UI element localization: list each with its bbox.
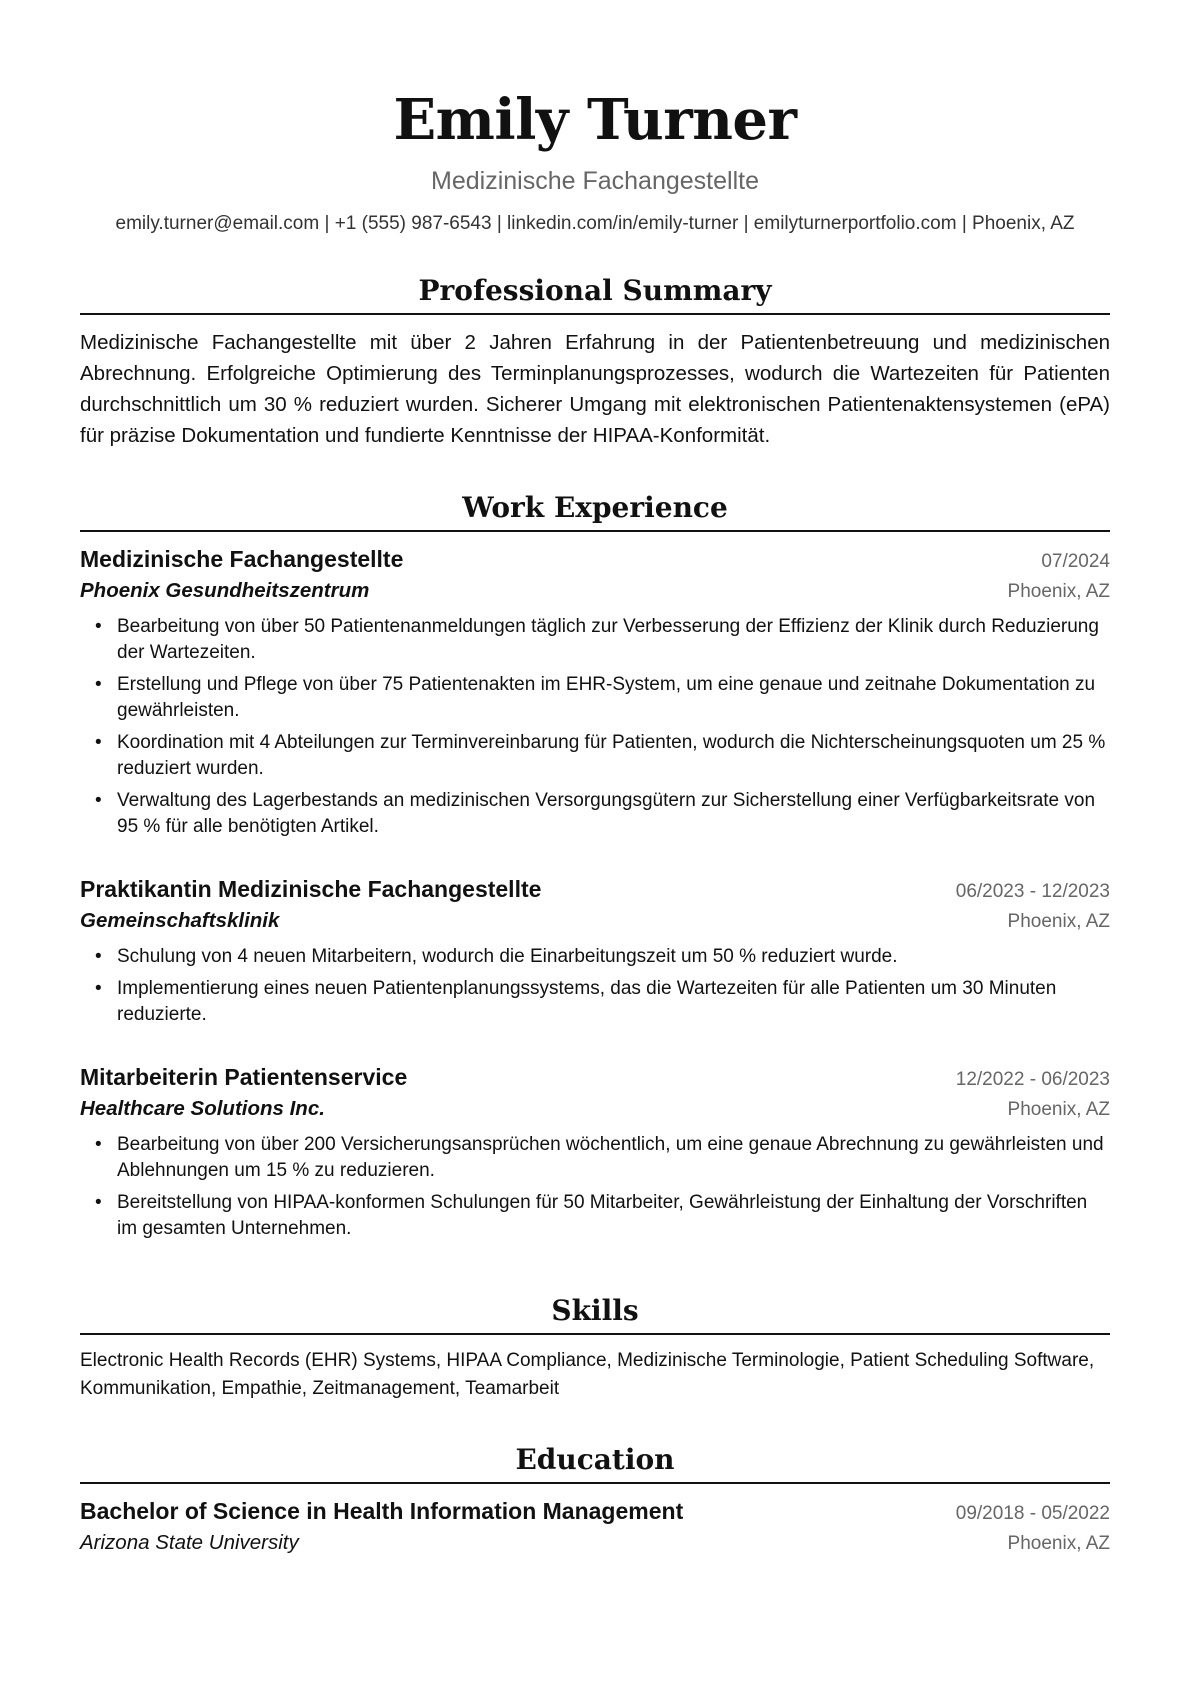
summary-text: Medizinische Fachangestellte mit über 2 Jahren Erfahrung in der Patientenbetreuung und medizinischen Abrechnung. Erfolgreiche Optimierung des Terminplanungsprozesses, wodurch die Wartezeiten für Patienten durchschnittlich um 30 % reduziert wurden. Sicherer Umgang mit elektronischen Patientenaktensystemen (ePA) für präzise Dokumentation und fundierte Kenntnisse der HIPAA-Konformität. bbox=[80, 331, 1110, 447]
job-bullets bbox=[80, 944, 1110, 1028]
job-bullet: • Koordination mit 4 Abteilungen zur Terminvereinbarung für Patienten, wodurch die Nichterscheinungsquoten um 25 % reduziert wurden. bbox=[80, 730, 1110, 782]
job-title: Mitarbeiterin Patientenservice bbox=[80, 1064, 408, 1090]
skills-section bbox=[80, 1294, 1110, 1403]
job-location: Phoenix, AZ bbox=[1007, 1099, 1110, 1120]
education-date: 09/2018 - 05/2022 bbox=[955, 1503, 1110, 1524]
job-bullet: • Schulung von 4 neuen Mitarbeitern, wodurch die Einarbeitungszeit um 50 % reduziert wurde. bbox=[80, 944, 1110, 970]
experience-section bbox=[80, 491, 1110, 1242]
job-date: 06/2023 - 12/2023 bbox=[955, 881, 1110, 902]
skills-divider bbox=[80, 1333, 1110, 1335]
job-bullets bbox=[80, 1132, 1110, 1242]
job-bullets bbox=[80, 614, 1110, 840]
job-company: Gemeinschaftsklinik bbox=[80, 909, 280, 932]
job-entry bbox=[80, 544, 1110, 840]
experience-heading: Work Experience bbox=[462, 491, 728, 524]
job-location: Phoenix, AZ bbox=[1007, 581, 1110, 602]
job-bullet: • Bereitstellung von HIPAA-konformen Schulungen für 50 Mitarbeiter, Gewährleistung der Einhaltung der Vorschriften im gesamten Unternehmen. bbox=[80, 1190, 1110, 1242]
job-date: 07/2024 bbox=[1041, 551, 1110, 572]
job-entry bbox=[80, 1062, 1110, 1242]
summary-heading: Professional Summary bbox=[418, 274, 772, 307]
contact-line: emily.turner@email.com | +1 (555) 987-6543 | linkedin.com/in/emily-turner | emilyturnerportfolio.com | Phoenix, AZ bbox=[115, 213, 1075, 234]
skills-text: Electronic Health Records (EHR) Systems, HIPAA Compliance, Medizinische Terminologie, Patient Scheduling Software, Kommunikation, Empathie, Zeitmanagement, Teamarbeit bbox=[80, 1350, 1095, 1399]
education-school: Arizona State University bbox=[80, 1531, 299, 1554]
candidate-name: Emily Turner bbox=[393, 87, 797, 153]
education-heading: Education bbox=[515, 1443, 675, 1476]
job-bullet: • Verwaltung des Lagerbestands an medizinischen Versorgungsgütern zur Sicherstellung einer Verfügbarkeitsrate von 95 % für alle benötigten Artikel. bbox=[80, 788, 1110, 840]
job-company: Phoenix Gesundheitszentrum bbox=[80, 579, 370, 602]
job-title: Praktikantin Medizinische Fachangestellte bbox=[80, 876, 542, 902]
summary-divider bbox=[80, 313, 1110, 315]
job-bullet: • Bearbeitung von über 50 Patientenanmeldungen täglich zur Verbesserung der Effizienz der Klinik durch Reduzierung der Wartezeiten. bbox=[80, 614, 1110, 666]
education-section bbox=[80, 1443, 1110, 1558]
job-bullet: • Implementierung eines neuen Patientenplanungssystems, das die Wartezeiten für alle Patienten um 30 Minuten reduzierte. bbox=[80, 976, 1110, 1028]
education-location: Phoenix, AZ bbox=[1007, 1533, 1110, 1554]
job-bullet: • Bearbeitung von über 200 Versicherungsansprüchen wöchentlich, um eine genaue Abrechnung zu gewährleisten und Ablehnungen um 15 % zu reduzieren. bbox=[80, 1132, 1110, 1184]
education-divider bbox=[80, 1482, 1110, 1484]
job-date: 12/2022 - 06/2023 bbox=[955, 1069, 1110, 1090]
experience-divider bbox=[80, 530, 1110, 532]
job-company: Healthcare Solutions Inc. bbox=[80, 1097, 325, 1120]
candidate-title: Medizinische Fachangestellte bbox=[431, 167, 759, 195]
education-degree: Bachelor of Science in Health Information Management bbox=[80, 1498, 684, 1524]
education-entry bbox=[80, 1496, 1110, 1558]
job-location: Phoenix, AZ bbox=[1007, 911, 1110, 932]
job-bullet: • Erstellung und Pflege von über 75 Patientenakten im EHR-System, um eine genaue und zeitnahe Dokumentation zu gewährleisten. bbox=[80, 672, 1110, 724]
job-entry bbox=[80, 874, 1110, 1028]
summary-section bbox=[80, 274, 1110, 451]
job-title: Medizinische Fachangestellte bbox=[80, 546, 404, 572]
skills-heading: Skills bbox=[551, 1294, 639, 1327]
